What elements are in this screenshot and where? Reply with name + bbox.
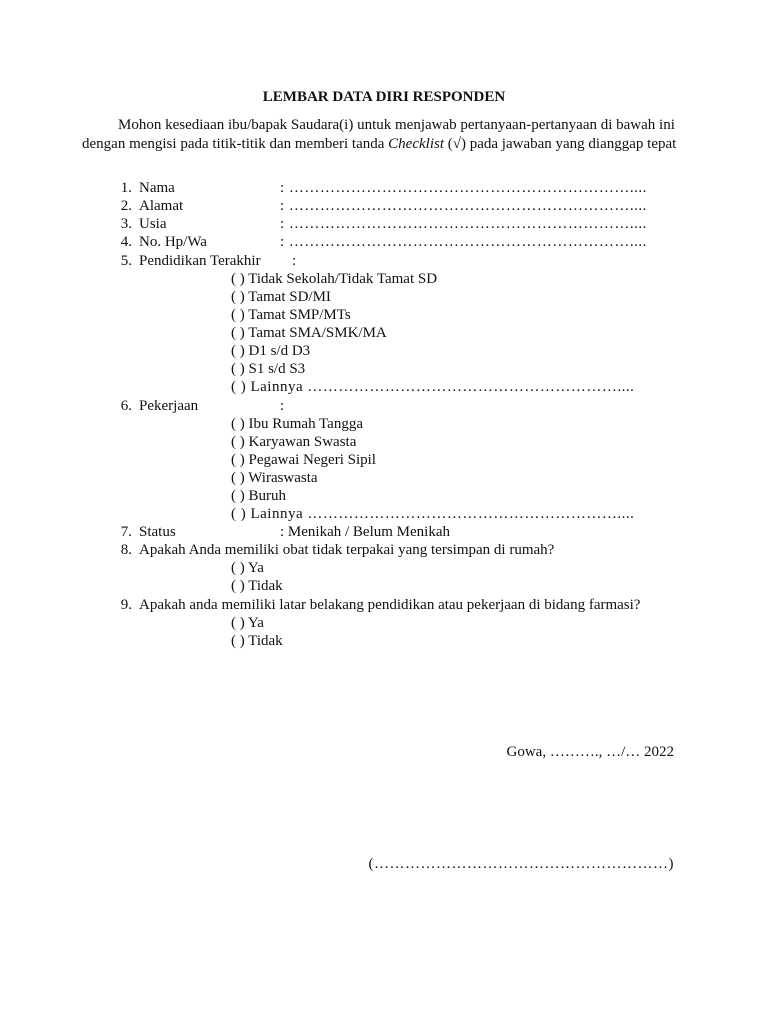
intro-text-2: (√) pada jawaban yang dianggap tepat [444, 135, 677, 152]
occupation-option[interactable]: ( ) Karyawan Swasta [231, 434, 357, 450]
intro-text-1: Mohon kesediaan ibu/bapak Saudara(i) untuk menjawab pertanyaan-pertanyaan di bawah ini dengan mengisi pada titik-titik dan memberi tanda [82, 117, 675, 152]
occupation-option[interactable]: ( ) Ibu Rumah Tangga [231, 416, 363, 432]
question-number: 7. [120, 524, 132, 540]
field-label-nama: Nama [139, 180, 175, 196]
occupation-option-other[interactable]: ( ) Lainnya …………………………………………………….... [231, 506, 635, 522]
occupation-option[interactable]: ( ) Wiraswasta [231, 470, 318, 486]
question-number: 9. [120, 597, 132, 613]
education-option[interactable]: ( ) S1 s/d S3 [231, 361, 306, 377]
field-usia-blank[interactable]: : ………………………………………………………….... [280, 216, 647, 232]
field-number: 1. [120, 180, 132, 196]
intro-paragraph [82, 116, 682, 153]
education-option[interactable]: ( ) Tidak Sekolah/Tidak Tamat SD [231, 271, 438, 287]
signature-line[interactable]: (…………………………………………………) [368, 856, 674, 872]
occupation-option[interactable]: ( ) Buruh [231, 488, 286, 504]
occupation-option[interactable]: ( ) Pegawai Negeri Sipil [231, 452, 376, 468]
field-number: 3. [120, 216, 132, 232]
question-number: 6. [120, 398, 132, 414]
question-number: 5. [120, 253, 132, 269]
field-number: 4. [120, 234, 132, 250]
education-option[interactable]: ( ) Tamat SMP/MTs [231, 307, 351, 323]
field-number: 2. [120, 198, 132, 214]
field-nama-blank[interactable]: : ………………………………………………………….... [280, 180, 647, 196]
question-colon: : [292, 253, 297, 269]
question-pharmacy-label: Apakah anda memiliki latar belakang pendidikan atau pekerjaan di bidang farmasi? [139, 597, 641, 613]
education-option[interactable]: ( ) D1 s/d D3 [231, 343, 311, 359]
field-phone-blank[interactable]: : ………………………………………………………….... [280, 234, 647, 250]
education-option[interactable]: ( ) Tamat SD/MI [231, 289, 331, 305]
question-number: 8. [120, 542, 132, 558]
page-title: LEMBAR DATA DIRI RESPONDEN [262, 89, 506, 105]
question-education-label: Pendidikan Terakhir [139, 253, 261, 269]
field-label-usia: Usia [139, 216, 167, 232]
medicine-option-no[interactable]: ( ) Tidak [231, 578, 283, 594]
field-label-phone: No. Hp/Wa [139, 234, 207, 250]
pharmacy-option-yes[interactable]: ( ) Ya [231, 615, 264, 631]
medicine-option-yes[interactable]: ( ) Ya [231, 560, 264, 576]
pharmacy-option-no[interactable]: ( ) Tidak [231, 633, 283, 649]
question-colon: : [280, 398, 285, 414]
question-medicine-label: Apakah Anda memiliki obat tidak terpakai yang tersimpan di rumah? [139, 542, 555, 558]
intro-italic: Checklist [388, 135, 444, 152]
education-option[interactable]: ( ) Tamat SMA/SMK/MA [231, 325, 387, 341]
education-option-other[interactable]: ( ) Lainnya …………………………………………………….... [231, 379, 635, 395]
question-status-label: Status [139, 524, 176, 540]
field-alamat-blank[interactable]: : ………………………………………………………….... [280, 198, 647, 214]
field-label-alamat: Alamat [139, 198, 184, 214]
question-occupation-label: Pekerjaan [139, 398, 199, 414]
place-date-line[interactable]: Gowa, ………., …/… 2022 [506, 744, 674, 760]
status-choice[interactable]: : Menikah / Belum Menikah [280, 524, 450, 540]
